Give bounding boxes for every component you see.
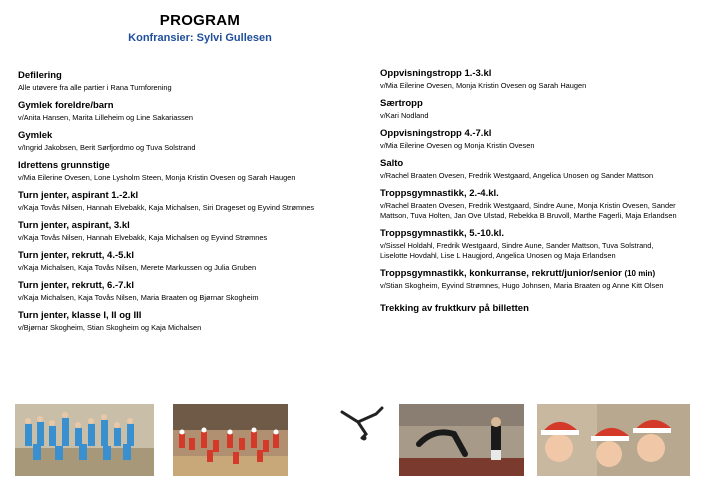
program-item [18, 130, 348, 153]
item-names: v/Kaja Tovås Nilsen, Hannah Elvebakk, Kaja Michalsen og Eyvind Strømnes [18, 233, 268, 242]
item-names: Alle utøvere fra alle partier i Rana Turnforening [18, 83, 172, 92]
program-header [0, 12, 400, 44]
item-title: Gymlek [18, 130, 53, 141]
item-names: v/Rachel Braaten Ovesen, Fredrik Westgaard, Angelica Unosen og Sander Mattson [380, 171, 654, 180]
program-column-right [380, 68, 680, 314]
program-item [18, 310, 348, 333]
photo-children-red [173, 404, 288, 476]
item-names: v/Stian Skogheim, Eyvind Strømnes, Hugo Johnsen, Maria Braaten og Anne Kitt Olsen [380, 281, 664, 290]
item-title: Idrettens grunnstige [18, 160, 110, 171]
photo-gymnasts-blue [15, 404, 154, 476]
item-names: v/Kaja Michalsen, Kaja Tovås Nilsen, Merete Markussen og Julia Gruben [18, 263, 257, 272]
item-title [380, 268, 680, 280]
item-names: v/Kari Nodland [380, 111, 429, 120]
item-title: Oppvisningstropp 4.-7.kl [380, 128, 492, 139]
item-title: Turn jenter, aspirant, 3.kl [18, 220, 130, 231]
item-title-duration: (10 min) [624, 269, 656, 278]
item-names: v/Mia Eilerine Ovesen, Lone Lysholm Steen, Monja Kristin Ovesen og Sarah Haugen [18, 173, 296, 182]
item-names: v/Bjørnar Skogheim, Stian Skogheim og Kaja Michalsen [18, 323, 202, 332]
item-names: v/Ingrid Jakobsen, Berit Sørfjordmo og Tuva Solstrand [18, 143, 196, 152]
item-title: Særtropp [380, 98, 423, 109]
program-column-left [18, 70, 348, 340]
photo-strip [0, 404, 712, 476]
item-names: v/Rachel Braaten Ovesen, Fredrik Westgaard, Sindre Aune, Monja Kristin Ovesen, Sander Mattson, Tuva Holten, Jan Ove Ulstad, Rebekka B Bruvoll, Marthe Fagerli, Maja Erlandsen [380, 201, 677, 220]
program-item [380, 128, 680, 151]
program-item [380, 228, 680, 261]
item-title: Oppvisningstropp 1.-3.kl [380, 68, 492, 79]
page-title: PROGRAM [159, 12, 241, 29]
item-title: Salto [380, 158, 404, 169]
item-title: Gymlek foreldre/barn [18, 100, 114, 111]
item-names: v/Mia Eilerine Ovesen, Monja Kristin Ovesen og Sarah Haugen [380, 81, 587, 90]
program-item [18, 190, 348, 213]
item-title: Troppsgymnastikk, 2.-4.kl. [380, 188, 499, 199]
program-item [18, 70, 348, 93]
program-item [18, 220, 348, 243]
item-title: Turn jenter, rekrutt, 4.-5.kl [18, 250, 134, 261]
photo-gymnast-coach [399, 404, 524, 476]
photo-handstand [336, 404, 386, 444]
program-item [380, 98, 680, 121]
item-names: v/Mia Eilerine Ovesen og Monja Kristin Ovesen [380, 141, 535, 150]
photo-santa-hats [537, 404, 690, 476]
item-names: v/Kaja Michalsen, Kaja Tovås Nilsen, Maria Braaten og Bjørnar Skogheim [18, 293, 259, 302]
item-title: Turn jenter, aspirant 1.-2.kl [18, 190, 139, 201]
program-item [18, 280, 348, 303]
program-item [18, 160, 348, 183]
item-names: v/Kaja Tovås Nilsen, Hannah Elvebakk, Kaja Michalsen, Siri Drageset og Eyvind Strømnes [18, 203, 315, 212]
program-item [380, 188, 680, 221]
item-title: Turn jenter, rekrutt, 6.-7.kl [18, 280, 134, 291]
program-item [18, 250, 348, 273]
item-title: Turn jenter, klasse I, II og III [18, 310, 142, 321]
program-item [380, 68, 680, 91]
item-names: v/Anita Hansen, Marita Lilleheim og Line Sakariassen [18, 113, 194, 122]
item-title: Troppsgymnastikk, 5.-10.kl. [380, 228, 505, 239]
final-note: Trekking av fruktkurv på billetten [380, 303, 529, 314]
item-names: v/Sissel Holdahl, Fredrik Westgaard, Sindre Aune, Sander Mattson, Tuva Solstrand, Liselotte Hovdahl, Lise L Haugjord, Angelica Unosen og Maja Erlandsen [380, 241, 654, 260]
program-item [380, 158, 680, 181]
item-title: Defilering [18, 70, 62, 81]
program-item [18, 100, 348, 123]
item-title-text: Troppsgymnastikk, konkurranse, rekrutt/junior/senior [380, 268, 622, 279]
page-subtitle: Konfransier: Sylvi Gullesen [128, 32, 272, 44]
program-item [380, 268, 680, 291]
